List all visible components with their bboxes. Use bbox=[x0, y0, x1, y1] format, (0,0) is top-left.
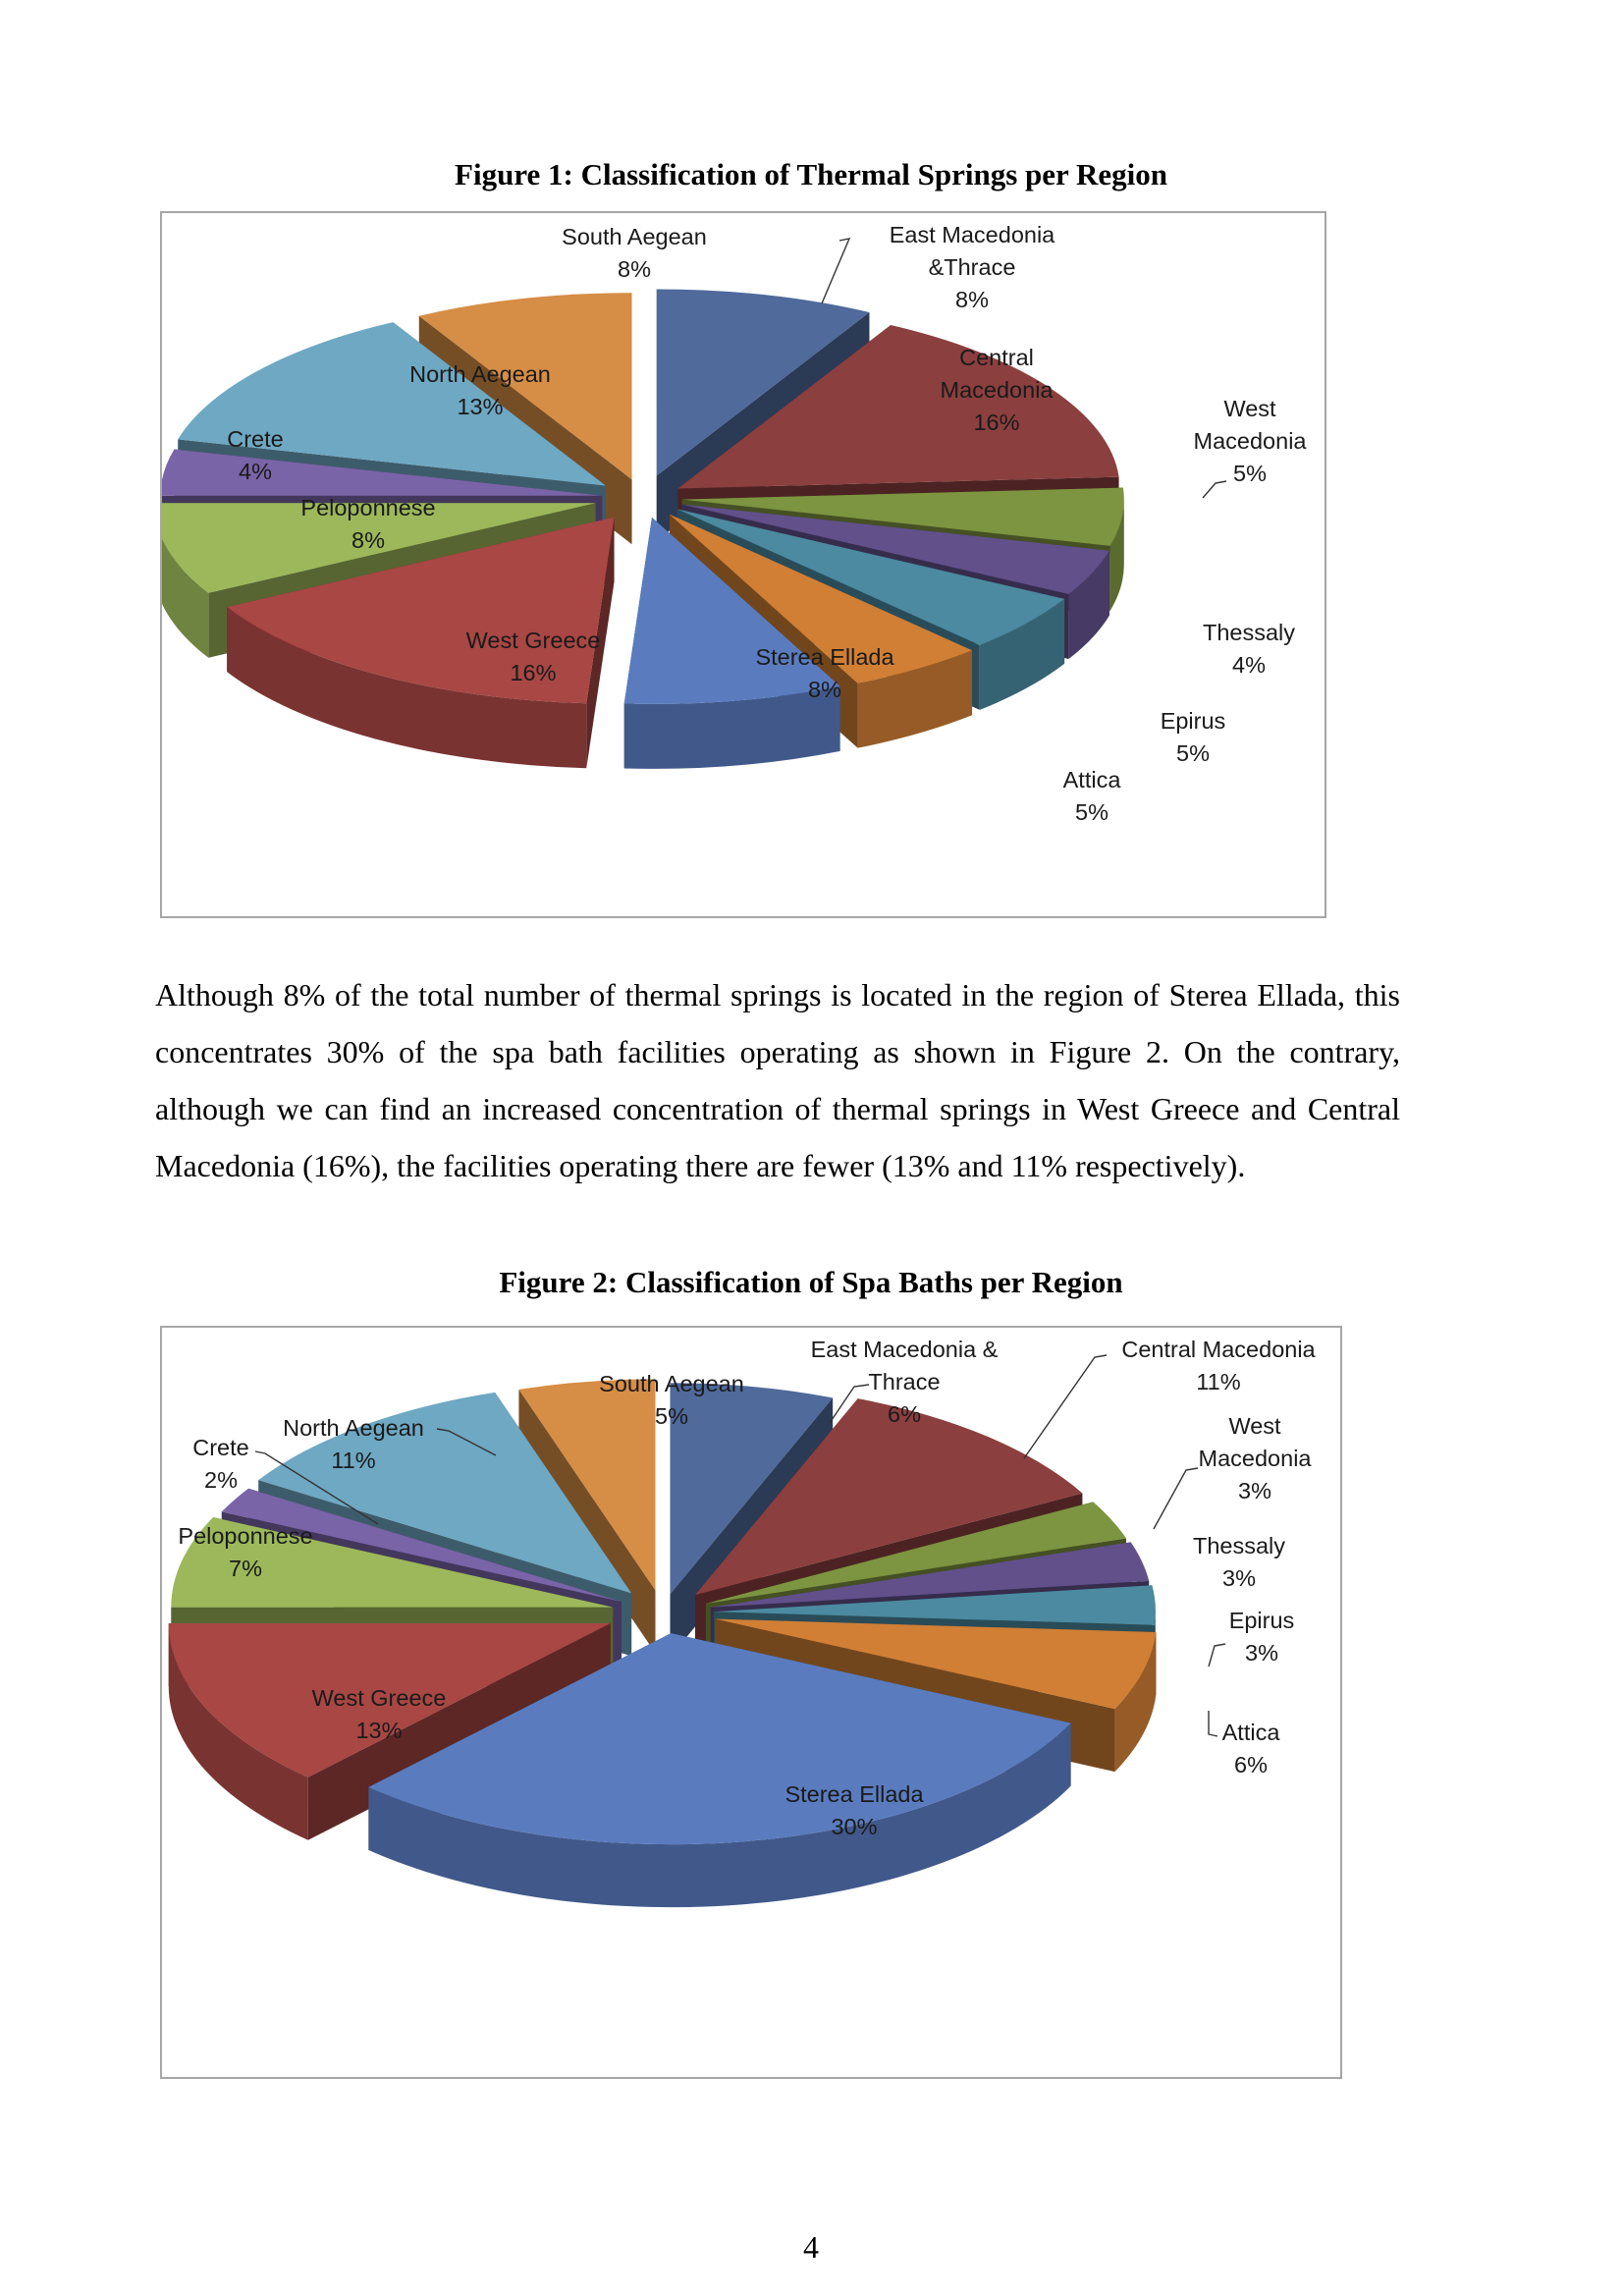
slice-label-3: Thessaly 3% bbox=[1192, 1533, 1286, 1591]
leader-line-3 bbox=[1209, 1644, 1225, 1667]
slice-label-9: Crete 2% bbox=[192, 1435, 249, 1493]
slice-label-7: West Greece 16% bbox=[465, 628, 601, 685]
leader-line-0 bbox=[822, 239, 849, 303]
figure2-chart bbox=[160, 1326, 1342, 2079]
slice-label-0: East Macedonia & Thrace 6% bbox=[810, 1337, 999, 1427]
slice-label-1: Central Macedonia 16% bbox=[940, 345, 1054, 435]
slice-label-6: Sterea Ellada 8% bbox=[755, 644, 894, 702]
slice-label-8: Peloponnese 7% bbox=[178, 1523, 313, 1581]
slice-label-1: Central Macedonia 11% bbox=[1121, 1337, 1316, 1394]
body-paragraph: Although 8% of the total number of thermal springs is located in the region of Sterea Ellada, this concentrates 30% of the spa bath facilities operating as shown in Figure 2. On the contrary, although we can find an increased concentration of thermal springs in West Greece and Central Macedonia (16%), the facilities operating there are fewer (13% and 11% respectively). bbox=[155, 977, 1400, 1183]
slice-label-3: Thessaly 4% bbox=[1202, 620, 1296, 678]
page-number: 4 bbox=[803, 2229, 819, 2265]
leader-line-4 bbox=[1209, 1711, 1217, 1736]
slice-label-6: Sterea Ellada 30% bbox=[784, 1781, 924, 1839]
figure1-chart bbox=[160, 211, 1326, 918]
slice-label-8: Peloponnese 8% bbox=[300, 495, 436, 553]
slice-label-10: North Aegean 11% bbox=[283, 1415, 424, 1473]
slice-label-10: North Aegean 13% bbox=[409, 361, 551, 419]
figure1-title: Figure 1: Classification of Thermal Springs per Region bbox=[455, 157, 1167, 191]
figure2-pie bbox=[162, 1328, 1340, 2077]
slice-label-4: Epirus 3% bbox=[1228, 1608, 1295, 1666]
leader-line-2 bbox=[1154, 1468, 1198, 1529]
slice-label-11: South Aegean 8% bbox=[562, 224, 707, 282]
figure2-title: Figure 2: Classification of Spa Baths per Region bbox=[499, 1265, 1123, 1299]
slice-label-5: Attica 5% bbox=[1062, 767, 1121, 825]
slice-label-0: East Macedonia &Thrace 8% bbox=[889, 222, 1055, 312]
slice-label-4: Epirus 5% bbox=[1160, 708, 1226, 766]
leader-line-1 bbox=[1024, 1355, 1107, 1458]
slice-label-2: West Macedonia 3% bbox=[1198, 1413, 1312, 1503]
figure1-pie bbox=[162, 213, 1325, 916]
leader-line-1 bbox=[1203, 481, 1226, 498]
slice-label-9: Crete 4% bbox=[227, 426, 284, 484]
slice-label-11: South Aegean 5% bbox=[599, 1371, 744, 1429]
slice-label-5: Attica 6% bbox=[1221, 1720, 1280, 1777]
slice-label-7: West Greece 13% bbox=[311, 1685, 447, 1743]
slice-label-2: West Macedonia 5% bbox=[1193, 396, 1307, 486]
